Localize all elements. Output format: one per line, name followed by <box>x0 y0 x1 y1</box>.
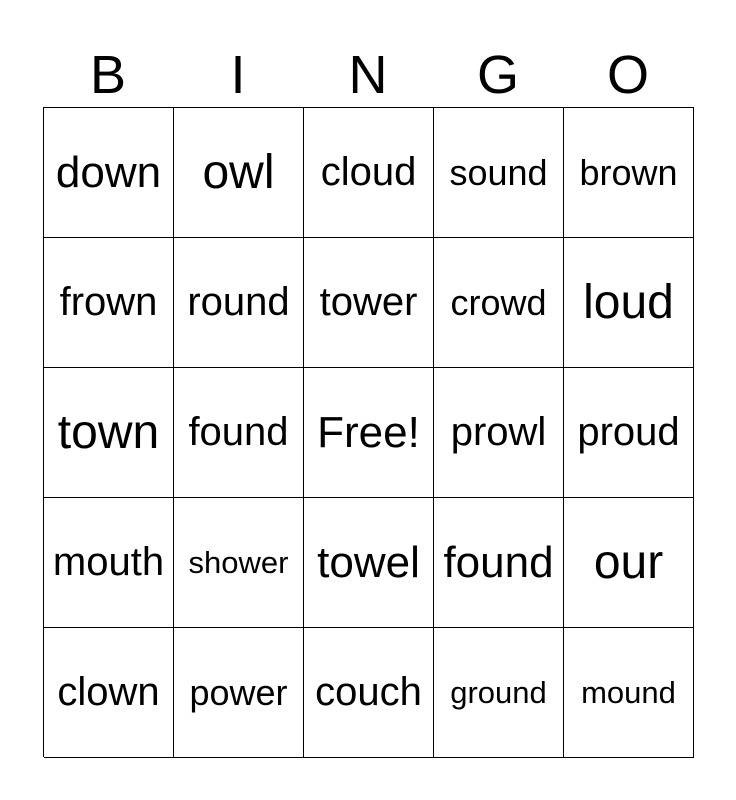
header-letter-g: G <box>476 45 519 105</box>
bingo-cell-r2-c3[interactable] <box>304 238 434 368</box>
cell-word: down <box>55 147 162 197</box>
bingo-cell-r1-c1[interactable] <box>44 108 174 238</box>
bingo-cell-r2-c1[interactable] <box>44 238 174 368</box>
bingo-cell-r5-c4[interactable] <box>434 628 564 758</box>
bingo-cell-r3-c2[interactable] <box>174 368 304 498</box>
cell-word: brown <box>579 151 678 193</box>
bingo-cell-r2-c5[interactable] <box>564 238 694 368</box>
header-letter-o: O <box>606 45 649 105</box>
bingo-cell-r3-c1[interactable] <box>44 368 174 498</box>
bingo-header <box>43 44 693 106</box>
free-space-label: Free! <box>317 407 420 457</box>
bingo-cell-r4-c2[interactable] <box>174 498 304 628</box>
cell-word: town <box>57 406 160 459</box>
cell-word: ground <box>450 674 547 710</box>
bingo-cell-r4-c4[interactable] <box>434 498 564 628</box>
cell-word: mouth <box>52 540 165 584</box>
cell-word: towel <box>317 537 420 587</box>
cell-word: found <box>443 537 554 587</box>
cell-word: power <box>189 671 288 713</box>
cell-word: clown <box>57 670 160 714</box>
bingo-cell-r3-c4[interactable] <box>434 368 564 498</box>
cell-word: tower <box>319 280 418 324</box>
cell-word: sound <box>449 151 548 193</box>
cell-word: our <box>593 536 664 589</box>
header-letter-i: I <box>230 45 246 105</box>
cell-word: owl <box>202 146 275 199</box>
bingo-cell-r5-c5[interactable] <box>564 628 694 758</box>
bingo-cell-r1-c3[interactable] <box>304 108 434 238</box>
cell-word: round <box>187 280 290 324</box>
bingo-cell-r2-c4[interactable] <box>434 238 564 368</box>
cell-word: couch <box>315 670 422 714</box>
bingo-cell-r5-c3[interactable] <box>304 628 434 758</box>
header-letter-n: N <box>348 45 388 105</box>
bingo-cell-r2-c2[interactable] <box>174 238 304 368</box>
bingo-cell-r4-c1[interactable] <box>44 498 174 628</box>
cell-word: loud <box>583 276 674 329</box>
bingo-cell-r5-c1[interactable] <box>44 628 174 758</box>
bingo-cell-r1-c4[interactable] <box>434 108 564 238</box>
bingo-cell-r4-c3[interactable] <box>304 498 434 628</box>
cell-word: cloud <box>320 150 417 194</box>
cell-word: frown <box>59 280 158 324</box>
cell-word: mound <box>581 674 676 710</box>
bingo-cell-r5-c2[interactable] <box>174 628 304 758</box>
cell-word: prowl <box>450 410 547 454</box>
bingo-cell-r3-c5[interactable] <box>564 368 694 498</box>
bingo-cell-r1-c5[interactable] <box>564 108 694 238</box>
bingo-card-grid <box>43 107 694 757</box>
cell-word: crowd <box>450 281 547 323</box>
bingo-cell-r1-c2[interactable] <box>174 108 304 238</box>
bingo-cell-r4-c5[interactable] <box>564 498 694 628</box>
bingo-cell-r3-c3[interactable] <box>304 368 434 498</box>
cell-word: shower <box>188 544 289 580</box>
cell-word: proud <box>577 410 680 454</box>
header-letter-b: B <box>89 45 127 105</box>
cell-word: found <box>188 410 289 454</box>
